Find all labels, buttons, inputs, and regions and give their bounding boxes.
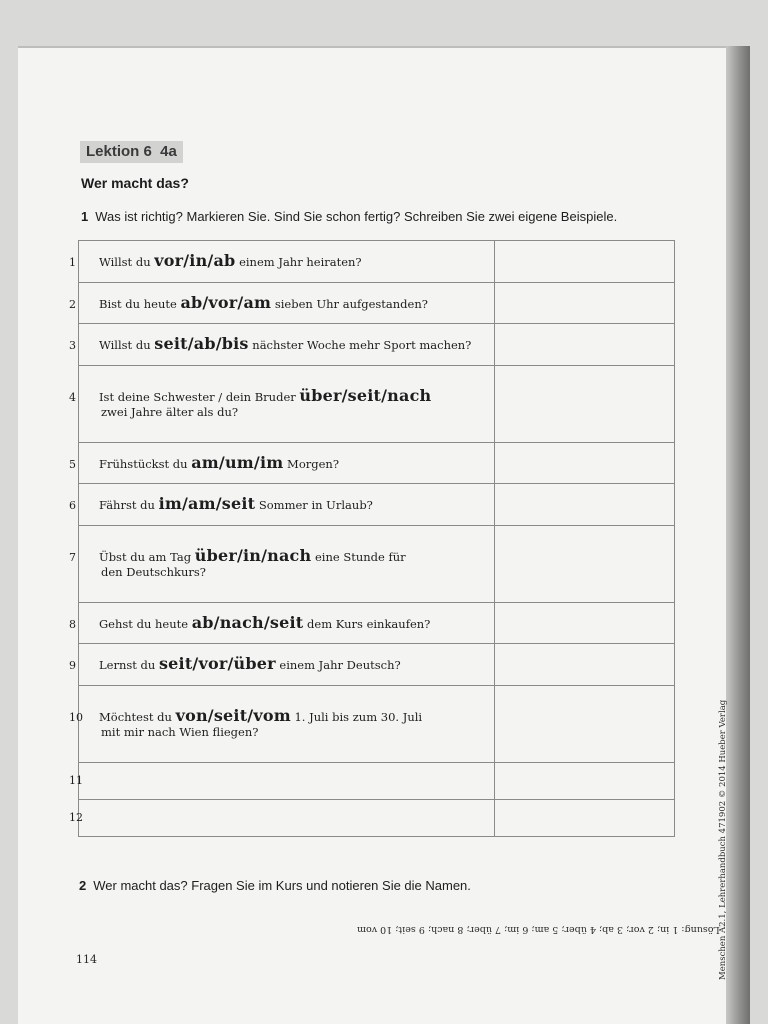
question-number: 7 bbox=[69, 550, 76, 564]
question-text-before: Lernst du bbox=[99, 658, 156, 673]
question-number: 11 bbox=[69, 774, 83, 788]
question-line bbox=[69, 494, 488, 514]
question-cell bbox=[69, 762, 495, 799]
question-line bbox=[69, 334, 488, 354]
question-number: 12 bbox=[69, 811, 83, 825]
task-2-text: Wer macht das? Fragen Sie im Kurs und notieren Sie die Namen. bbox=[93, 878, 471, 893]
question-number: 3 bbox=[69, 339, 76, 353]
question-continuation: mit mir nach Wien fliegen? bbox=[101, 724, 259, 739]
table-row bbox=[79, 484, 675, 526]
preposition-options: vor/in/ab bbox=[154, 250, 236, 270]
question-number: 4 bbox=[69, 390, 76, 404]
question-line bbox=[69, 705, 488, 725]
preposition-options: am/um/im bbox=[191, 452, 284, 472]
book-spine-shadow bbox=[726, 46, 750, 1024]
table-row bbox=[79, 799, 675, 836]
question-number: 9 bbox=[69, 659, 76, 673]
question-text-after: Sommer in Urlaub? bbox=[258, 498, 373, 513]
question-cell bbox=[69, 282, 495, 324]
question-text-after: sieben Uhr aufgestanden? bbox=[274, 296, 428, 311]
question-cell bbox=[69, 241, 495, 283]
preposition-options: ab/nach/seit bbox=[191, 612, 304, 632]
question-line bbox=[69, 612, 488, 632]
question-text-before: Gehst du heute bbox=[99, 616, 189, 631]
preposition-options: im/am/seit bbox=[158, 494, 256, 514]
question-text-after: Morgen? bbox=[287, 456, 339, 471]
question-cell bbox=[69, 686, 495, 763]
question-text-before: Bist du heute bbox=[99, 296, 177, 311]
preposition-options: über/in/nach bbox=[194, 545, 312, 565]
question-cell bbox=[69, 602, 495, 644]
page-number: 114 bbox=[76, 953, 97, 966]
question-text-after: 1. Juli bis zum 30. Juli bbox=[294, 709, 423, 724]
table-row bbox=[79, 442, 675, 484]
table-row bbox=[79, 602, 675, 644]
question-cell bbox=[69, 484, 495, 526]
question-number: 6 bbox=[69, 499, 76, 513]
preposition-options: von/seit/vom bbox=[175, 705, 291, 725]
question-text-after: dem Kurs einkaufen? bbox=[307, 616, 431, 631]
table-row bbox=[79, 762, 675, 799]
question-cell bbox=[69, 324, 495, 366]
question-line bbox=[69, 545, 488, 565]
question-number: 5 bbox=[69, 457, 76, 471]
table-row bbox=[79, 324, 675, 366]
answer-cell[interactable] bbox=[495, 324, 675, 366]
task-2-number: 2 bbox=[79, 878, 87, 893]
answer-cell[interactable] bbox=[495, 602, 675, 644]
question-number: 10 bbox=[69, 710, 83, 724]
question-cell bbox=[69, 526, 495, 603]
question-text-before: Fährst du bbox=[99, 498, 155, 513]
table-row bbox=[79, 366, 675, 443]
table-row bbox=[79, 241, 675, 283]
page-top-edge bbox=[18, 46, 740, 48]
question-text-before: Frühstückst du bbox=[99, 456, 188, 471]
question-line bbox=[69, 452, 488, 472]
publisher-credit: Menschen A2.1, Lehrerhandbuch 471902 © 2014 Hueber Verlag bbox=[718, 699, 728, 980]
page-title: Wer macht das? bbox=[81, 175, 189, 191]
task-1-instruction bbox=[81, 209, 617, 224]
question-text-after: eine Stunde für bbox=[315, 549, 406, 564]
question-text-before: Willst du bbox=[99, 254, 151, 269]
question-continuation: den Deutschkurs? bbox=[101, 564, 206, 579]
question-text-before: Möchtest du bbox=[99, 709, 172, 724]
question-cell bbox=[69, 366, 495, 443]
table-row bbox=[79, 282, 675, 324]
exercise-table bbox=[69, 240, 675, 837]
answer-cell[interactable] bbox=[495, 282, 675, 324]
question-text-after: nächster Woche mehr Sport machen? bbox=[252, 338, 472, 353]
answer-cell[interactable] bbox=[495, 241, 675, 283]
question-cell bbox=[69, 799, 495, 836]
question-line bbox=[69, 773, 488, 788]
answer-cell[interactable] bbox=[495, 799, 675, 836]
answer-cell[interactable] bbox=[495, 526, 675, 603]
question-number: 8 bbox=[69, 617, 76, 631]
question-cell bbox=[69, 644, 495, 686]
question-line bbox=[69, 250, 488, 270]
answer-cell[interactable] bbox=[495, 484, 675, 526]
question-text-before: Willst du bbox=[99, 338, 151, 353]
answer-cell[interactable] bbox=[495, 442, 675, 484]
preposition-options: seit/ab/bis bbox=[154, 334, 249, 354]
table-row bbox=[79, 526, 675, 603]
question-text-before: Ist deine Schwester / dein Bruder bbox=[99, 389, 296, 404]
answer-cell[interactable] bbox=[495, 366, 675, 443]
answer-cell[interactable] bbox=[495, 762, 675, 799]
table-row bbox=[79, 686, 675, 763]
question-line bbox=[69, 810, 488, 825]
question-text-after: einem Jahr heiraten? bbox=[239, 254, 362, 269]
question-text-after: einem Jahr Deutsch? bbox=[279, 658, 401, 673]
question-cell bbox=[69, 442, 495, 484]
question-text-before: Übst du am Tag bbox=[99, 549, 192, 564]
task-2-instruction bbox=[79, 878, 471, 893]
answer-cell[interactable] bbox=[495, 686, 675, 763]
preposition-options: seit/vor/über bbox=[158, 654, 276, 674]
lesson-label: Lektion 6 4a bbox=[80, 141, 183, 163]
solution-key-upside-down: Lösung: 1 in; 2 vor; 3 ab; 4 über; 5 am; 6 im; 7 über; 8 nach; 9 seit; 10 vom bbox=[357, 924, 720, 935]
question-number: 1 bbox=[69, 255, 76, 269]
question-line bbox=[69, 385, 488, 405]
question-continuation: zwei Jahre älter als du? bbox=[101, 404, 239, 419]
preposition-options: ab/vor/am bbox=[180, 292, 272, 312]
table-row bbox=[79, 644, 675, 686]
task-1-text: Was ist richtig? Markieren Sie. Sind Sie schon fertig? Schreiben Sie zwei eigene Beispiele. bbox=[95, 209, 618, 224]
task-1-number: 1 bbox=[81, 209, 89, 224]
question-number: 2 bbox=[69, 297, 76, 311]
question-line bbox=[69, 292, 488, 312]
question-line bbox=[69, 654, 488, 674]
preposition-options: über/seit/nach bbox=[299, 385, 432, 405]
answer-cell[interactable] bbox=[495, 644, 675, 686]
